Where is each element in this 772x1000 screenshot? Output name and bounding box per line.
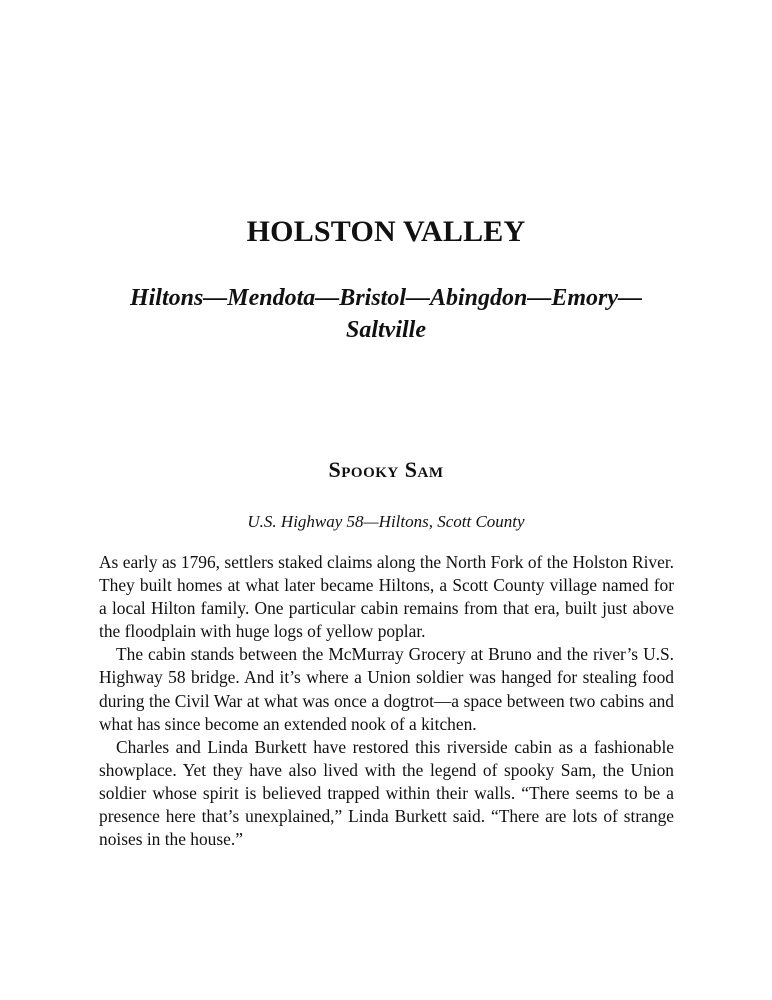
- chapter-title: HOLSTON VALLEY: [246, 215, 526, 248]
- story-body: [99, 551, 674, 851]
- body-paragraph: As early as 1796, settlers staked claims along the North Fork of the Holston River. They built homes at what later became Hiltons, a Scott County village named for a local Hilton family. One particular cabin remains from that era, built just above the floodplain with huge logs of yellow poplar.: [99, 552, 674, 642]
- body-paragraph: Charles and Linda Burkett have restored this riverside cabin as a fashionable showplace. Yet they have also lived with the legend of spooky Sam, the Union soldier whose spirit is believed trapped within their walls. “There seems to be a presence here that’s unexplained,” Linda Burkett said. “There are lots of strange noises in the house.”: [99, 736, 674, 850]
- body-paragraph: The cabin stands between the McMurray Grocery at Bruno and the river’s U.S. Highway 58 bridge. And it’s where a Union soldier was hanged for stealing food during the Civil War at what was once a dogtrot—a space between two cabins and what has since become an extended nook of a kitchen.: [99, 644, 674, 734]
- chapter-subtitle: Hiltons—Mendota—Bristol—Abingdon—Emory—Saltville: [129, 285, 643, 343]
- story-location: U.S. Highway 58—Hiltons, Scott County: [247, 512, 525, 531]
- story-title: Spooky Sam: [328, 457, 444, 482]
